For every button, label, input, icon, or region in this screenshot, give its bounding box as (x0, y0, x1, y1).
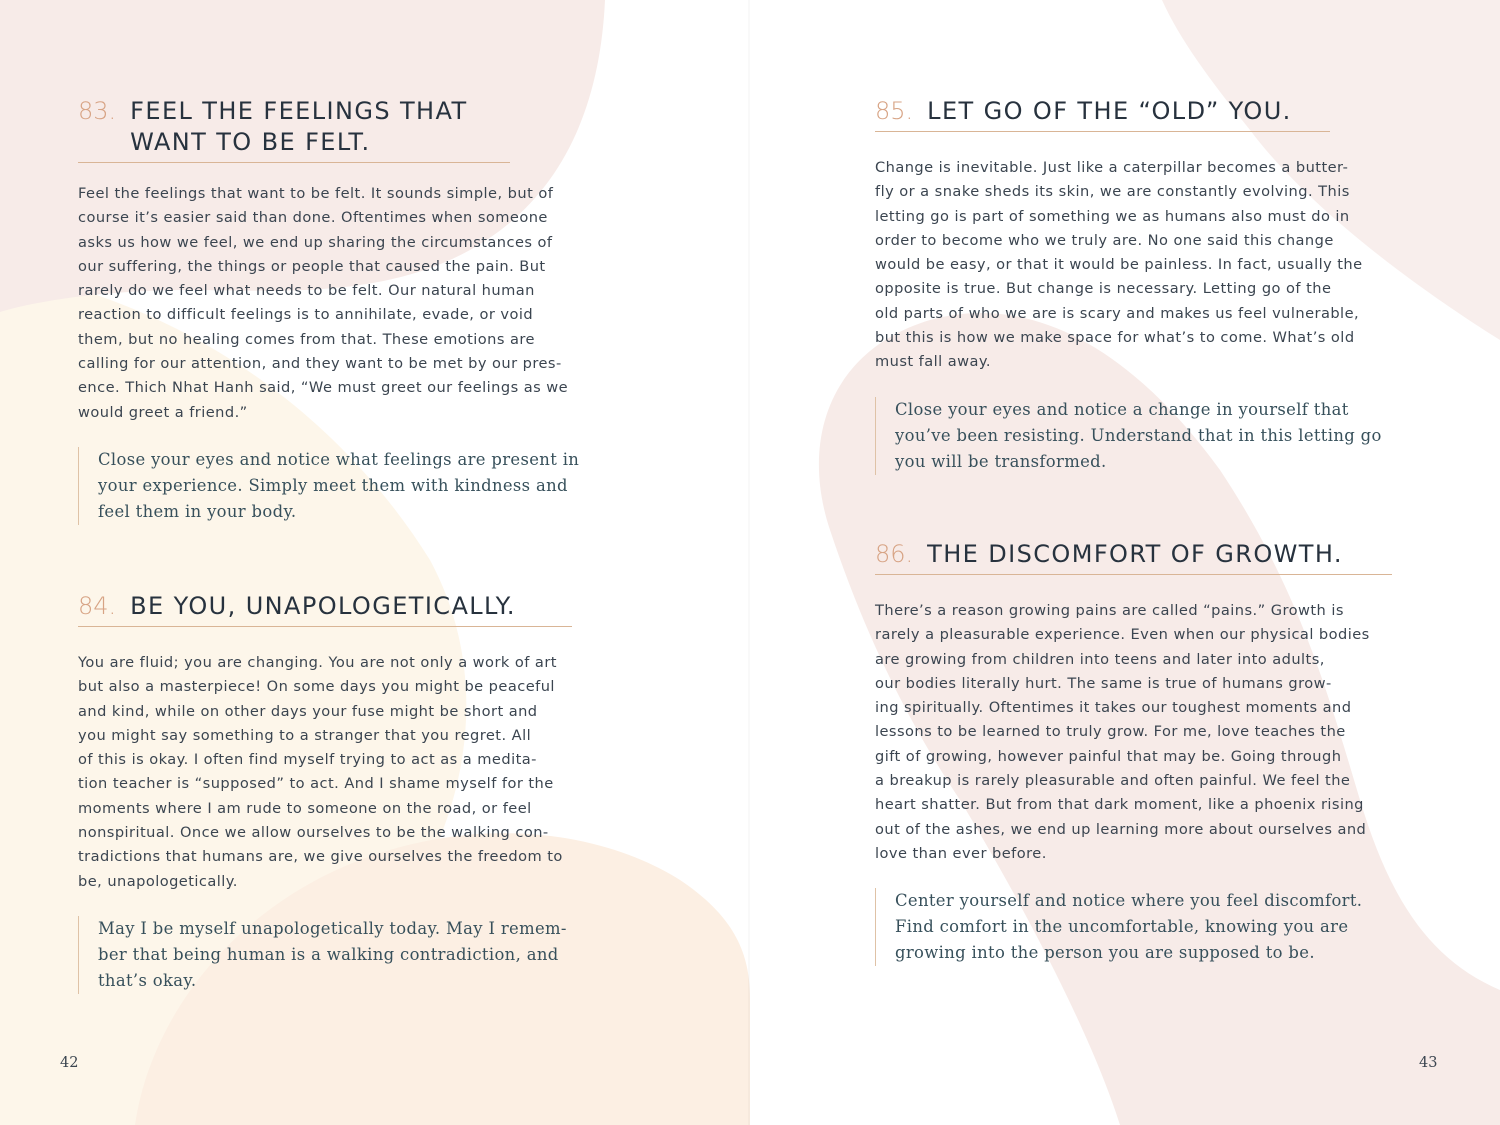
section-title (130, 591, 516, 622)
section-heading (875, 96, 1330, 132)
practice-line: May I be myself unapologetically today. May I remem- (98, 919, 567, 938)
section-heading (78, 96, 510, 163)
body-line: lessons to be learned to truly grow. For me, love teaches the (875, 723, 1346, 741)
practice-line: Find comfort in the uncomfortable, knowing you are (895, 917, 1349, 936)
section-number: 84. (78, 592, 117, 620)
body-line: are growing from children into teens and later into adults, (875, 650, 1325, 668)
body-line: a breakup is rarely pleasurable and often painful. We feel the (875, 772, 1351, 790)
body-line: must fall away. (875, 353, 992, 371)
body-line: them, but no healing comes from that. These emotions are (78, 330, 535, 348)
practice-line: your experience. Simply meet them with kindness and (98, 476, 568, 495)
body-line: letting go is part of something we as humans also must do in (875, 207, 1350, 225)
page-number-left: 42 (60, 1055, 79, 1071)
practice-line: feel them in your body. (98, 502, 297, 521)
practice-line: growing into the person you are supposed to be. (895, 943, 1315, 962)
body-line: reaction to difficult feelings is to annihilate, evade, or void (78, 306, 534, 324)
body-line: but also a masterpiece! On some days you might be peaceful (78, 678, 555, 696)
body-line: tion teacher is “supposed” to act. And I shame myself for the (78, 775, 554, 793)
body-line: moments where I am rude to someone on the road, or feel (78, 799, 532, 817)
body-line: you might say something to a stranger that you regret. All (78, 726, 532, 744)
section-85 (875, 96, 1330, 132)
body-line: heart shatter. But from that dark moment, like a phoenix rising (875, 796, 1364, 814)
section-85-practice (875, 397, 1382, 475)
practice-line: Close your eyes and notice a change in yourself that (895, 400, 1349, 419)
body-line: Change is inevitable. Just like a caterpillar becomes a butter- (875, 159, 1349, 176)
body-line: asks us how we feel, we end up sharing the circumstances of (78, 233, 553, 251)
section-heading (78, 591, 572, 627)
section-title (130, 96, 467, 158)
practice-line: Close your eyes and notice what feelings are present in (98, 450, 580, 469)
body-line: You are fluid; you are changing. You are not only a work of art (78, 654, 557, 671)
title-line: WANT TO BE FELT. (130, 128, 371, 156)
practice-line: Center yourself and notice where you feel discomfort. (895, 891, 1363, 910)
body-line: tradictions that humans are, we give ourselves the freedom to (78, 848, 563, 866)
page-number-right: 43 (1419, 1055, 1438, 1071)
body-line: course it’s easier said than done. Oftentimes when someone (78, 209, 548, 227)
body-line: old parts of who we are is scary and makes us feel vulnerable, (875, 304, 1360, 322)
section-86 (875, 539, 1392, 575)
page-gutter (748, 0, 750, 1125)
section-83-body (78, 182, 568, 425)
section-85-body (875, 156, 1363, 375)
section-heading (875, 539, 1392, 575)
body-line: out of the ashes, we end up learning more about ourselves and (875, 820, 1367, 838)
body-line: would greet a friend.” (78, 403, 248, 421)
body-line: order to become who we truly are. No one said this change (875, 231, 1334, 249)
section-86-body (875, 599, 1370, 866)
body-line: ence. Thich Nhat Hanh said, “We must greet our feelings as we (78, 379, 569, 397)
body-line: love than ever before. (875, 844, 1047, 862)
body-line: nonspiritual. Once we allow ourselves to be the walking con- (78, 824, 549, 842)
body-line: opposite is true. But change is necessary. Letting go of the (875, 280, 1332, 298)
section-83-practice (78, 447, 579, 525)
body-line: would be easy, or that it would be painless. In fact, usually the (875, 256, 1363, 274)
body-line: ing spiritually. Oftentimes it takes our toughest moments and (875, 699, 1352, 717)
body-line: There’s a reason growing pains are called “pains.” Growth is (875, 602, 1344, 619)
body-line: our suffering, the things or people that caused the pain. But (78, 257, 546, 275)
body-line: Feel the feelings that want to be felt. It sounds simple, but of (78, 185, 554, 202)
title-line: FEEL THE FEELINGS THAT (130, 97, 468, 125)
body-line: gift of growing, however painful that may be. Going through (875, 747, 1342, 765)
body-line: and kind, while on other days your fuse might be short and (78, 702, 538, 720)
section-title (927, 539, 1343, 570)
section-number: 86. (875, 540, 914, 568)
section-number: 83. (78, 97, 117, 125)
practice-line: ber that being human is a walking contradiction, and (98, 945, 559, 964)
body-line: rarely do we feel what needs to be felt. Our natural human (78, 282, 535, 300)
practice-line: you will be transformed. (895, 452, 1107, 471)
body-line: but this is how we make space for what’s to come. What’s old (875, 329, 1355, 347)
section-84 (78, 591, 572, 627)
title-line: THE DISCOMFORT OF GROWTH. (927, 540, 1343, 568)
body-line: rarely a pleasurable experience. Even when our physical bodies (875, 626, 1370, 644)
body-line: fly or a snake sheds its skin, we are constantly evolving. This (875, 183, 1350, 201)
practice-line: that’s okay. (98, 971, 197, 990)
title-line: BE YOU, UNAPOLOGETICALLY. (130, 592, 516, 620)
section-84-practice (78, 916, 567, 994)
section-84-body (78, 651, 563, 894)
section-86-practice (875, 888, 1362, 966)
section-title (927, 96, 1292, 127)
body-line: our bodies literally hurt. The same is true of humans grow- (875, 674, 1332, 692)
title-line: LET GO OF THE “OLD” YOU. (927, 97, 1292, 125)
section-number: 85. (875, 97, 914, 125)
section-83 (78, 96, 510, 163)
body-line: of this is okay. I often find myself trying to act as a medita- (78, 751, 537, 769)
practice-line: you’ve been resisting. Understand that in this letting go (895, 426, 1382, 445)
body-line: be, unapologetically. (78, 872, 238, 890)
body-line: calling for our attention, and they want to be met by our pres- (78, 355, 562, 373)
